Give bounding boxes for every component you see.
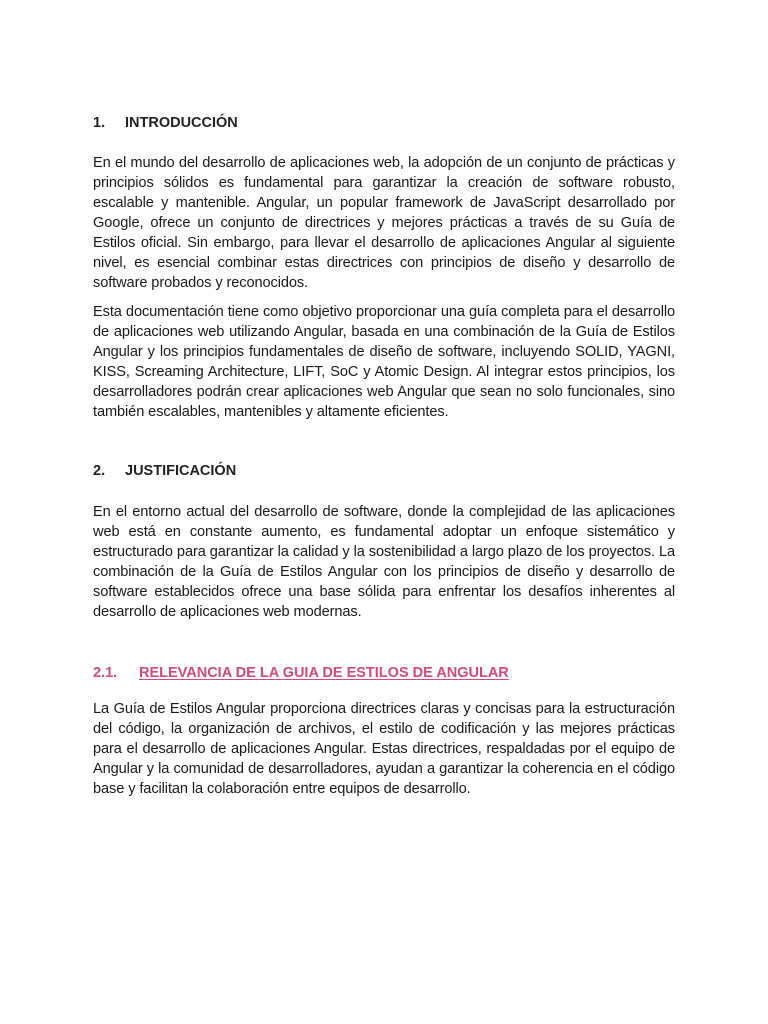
section-number: 1. (93, 115, 106, 131)
section-title: INTRODUCCIÓN (125, 115, 238, 131)
paragraph: La Guía de Estilos Angular proporciona directrices claras y concisas para la estructuración del código, la organización de archivos, el estilo de codificación y las mejores prácticas para el desarrollo de aplicaciones Angular. Estas directrices, respaldadas por el equipo de Angular y la comunidad de desarrolladores, ayudan a garantizar la coherencia en el código base y facilitan la colaboración entre equipos de desarrollo. (93, 701, 675, 797)
document-page (93, 112, 675, 799)
paragraph: En el entorno actual del desarrollo de software, donde la complejidad de las aplicaciones web está en constante aumento, es fundamental adoptar un enfoque sistemático y estructurado para garantizar la calidad y la sostenibilidad a largo plazo de los proyectos. La combinación de la Guía de Estilos Angular con los principios de diseño y desarrollo de software establecidos ofrece una base sólida para enfrentar los desafíos inherentes al desarrollo de aplicaciones web modernas. (93, 504, 675, 620)
section-heading-justificacion (93, 460, 675, 482)
section-number: 2. (93, 463, 106, 479)
paragraph: En el mundo del desarrollo de aplicaciones web, la adopción de un conjunto de prácticas y principios sólidos es fundamental para garantizar la creación de software robusto, escalable y mantenible. Angular, un popular framework de JavaScript desarrollado por Google, ofrece un conjunto de directrices y mejores prácticas a través de su Guía de Estilos oficial. Sin embargo, para llevar el desarrollo de aplicaciones Angular al siguiente nivel, es esencial combinar estas directrices con principios de diseño y desarrollo de software probados y reconocidos. (93, 155, 675, 291)
subsection-number: 2.1. (93, 665, 118, 681)
section-heading-introduccion (93, 112, 675, 134)
paragraph: Esta documentación tiene como objetivo proporcionar una guía completa para el desarrollo de aplicaciones web utilizando Angular, basada en una combinación de la Guía de Estilos Angular y los principios fundamentales de diseño de software, incluyendo SOLID, YAGNI, KISS, Screaming Architecture, LIFT, SoC y Atomic Design. Al integrar estos principios, los desarrolladores podrán crear aplicaciones web Angular que sean no solo funcionales, sino también escalables, mantenibles y altamente eficientes. (93, 304, 675, 420)
subsection-heading-relevancia (93, 662, 675, 684)
section-title: JUSTIFICACIÓN (125, 463, 237, 479)
subsection-title: RELEVANCIA DE LA GUIA DE ESTILOS DE ANGULAR (139, 665, 509, 681)
